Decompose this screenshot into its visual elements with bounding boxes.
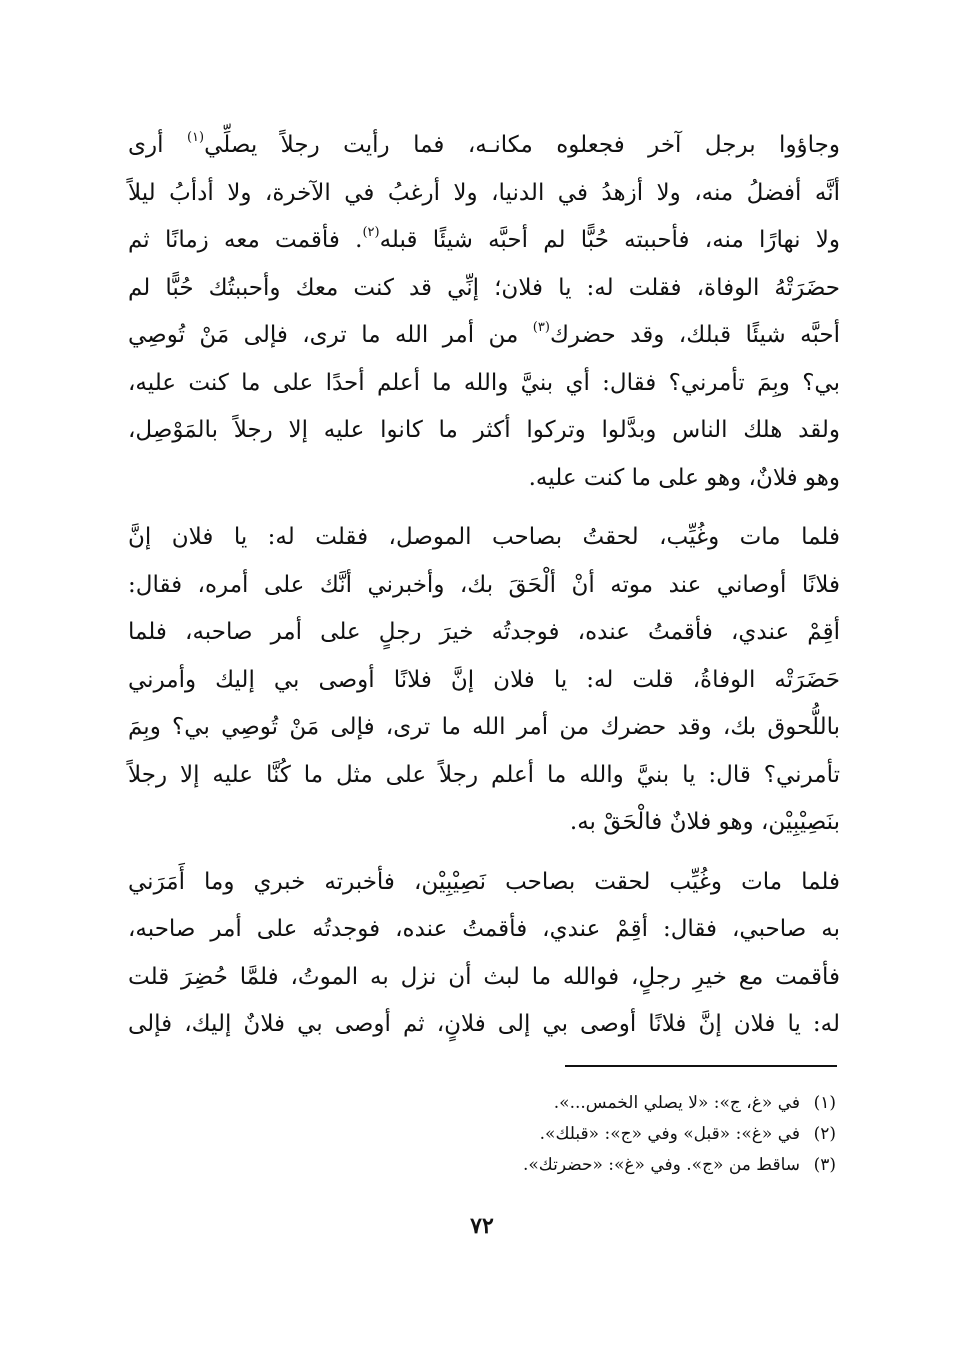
footnote-text: في «غ، ج»: «لا يصلي الخمس...». [553, 1093, 800, 1113]
text-line: فلما مات وغُيِّب، لحقتُ بصاحب الموصل، فقلت له: يا فلان إنَّ [128, 524, 840, 550]
footnote-text: ساقط من «ج». وفي «غ»: «حضرتك». [522, 1155, 800, 1175]
text-line: ولقد هلك الناس وبدَّلوا وتركوا أكثر ما كانوا عليه إلا رجلاً بالمَوْصِل، [128, 417, 840, 443]
footnote-2 [136, 1119, 836, 1150]
text-line: بي؟ وبِمَ تأمرني؟ فقال: أي بنيَّ والله ما أعلم أحدًا على ما كنت عليه، [128, 369, 840, 396]
main-text [128, 122, 840, 1049]
text-line: وهو فلانٌ، وهو على ما كنت عليه. [528, 464, 840, 491]
text-line: به صاحبي، فقال: أقِمْ عندي، فأقمتُ عنده، فوجدتُه على أمر صاحبه، [128, 916, 840, 942]
text-line: فلما مات وغُيِّب لحقت بصاحب نَصِيْبِيْن، فأخبرته خبري وما أَمَرَني [128, 868, 840, 895]
footnote-number: (٣) [813, 1155, 836, 1175]
footnote-3 [136, 1150, 836, 1181]
footnote-ref-2[interactable]: (٢) [362, 225, 380, 241]
text-line: ولا نهارًا منه، فأحببته حُبًّا لم أحبَّه شيئًا قبله$^{(٢)}$. فأقمت معه زمانًا ثم [128, 225, 840, 253]
text-line: تأمرني؟ قال: يا بنيَّ والله ما أعلم رجلاً على مثل ما كُنَّا عليه إلا رجلاً [128, 761, 840, 788]
footnote-text: في «غ»: «قبل» وفي «ج»: «قبلك». [539, 1124, 800, 1144]
footnote-ref-1[interactable]: (١) [186, 130, 205, 146]
text-line: فأقمت مع خيرِ رجلٍ، فوالله ما لبث أن نزل به الموتُ، فلمَّا حُضِرَ قلت [128, 963, 840, 990]
footnote-1 [136, 1088, 836, 1119]
footnote-number: (١) [813, 1093, 836, 1113]
text-line: حضَرَتْهُ الوفاة، فقلت له: يا فلان؛ إنِّي قد كنت معك وأحببتُك حُبًّا لم [128, 274, 840, 301]
text-line: أقِمْ عندي، فأقمتُ عنده، فوجدتُه خيرَ رجلٍ على أمر صاحبه، فلما [128, 619, 840, 645]
text-line: حَضَرَتْه الوفاةُ، قلت له: يا فلان إنَّ فلانًا أوصى بي إليك وأمرني [128, 666, 840, 693]
text-line: أنَّه أفضلُ منه، ولا أزهدُ في الدنيا، ولا أرغبُ في الآخرة، ولا أدأبُ ليلاً [128, 179, 840, 206]
paragraph-2 [128, 514, 840, 847]
text-line: بنَصِيْبِيْن، وهو فلانٌ فالْحَقْ به. [569, 809, 840, 835]
text-line: باللُّحوق بك، وقد حضرك من أمر الله ما ترى، فإلى مَنْ تُوصِي بي؟ وبِمَ [128, 714, 840, 740]
text-line: أحبَّه شيئًا قبلك، وقد حضرك$^{(٣)}$ من أمر الله ما ترى، فإلى مَنْ تُوصِي [128, 320, 841, 348]
text-line: فلانًا أوصاني عند موته أنْ ألْحَقَ بك، وأخبرني أنَّك على أمره، فقال: [128, 571, 840, 598]
paragraph-1 [128, 122, 840, 502]
footnote-number: (٢) [813, 1124, 836, 1144]
text-line: له: يا فلان إنَّ فلانًا أوصى بي إلى فلانٍ، ثم أوصى بي فلانٌ إليك، فإلى [128, 1011, 840, 1037]
footnote-ref-3[interactable]: (٣) [532, 320, 550, 336]
page-number: ٧٢ [470, 1213, 494, 1239]
paragraph-3 [128, 859, 840, 1049]
text-line: وجاؤوا برجل آخر فجعلوه مكانـه، فما رأيت رجلاً يصلِّي$^{(١)}$ أرى [128, 130, 840, 158]
footnotes [136, 1088, 836, 1181]
footnote-divider [565, 1065, 837, 1067]
